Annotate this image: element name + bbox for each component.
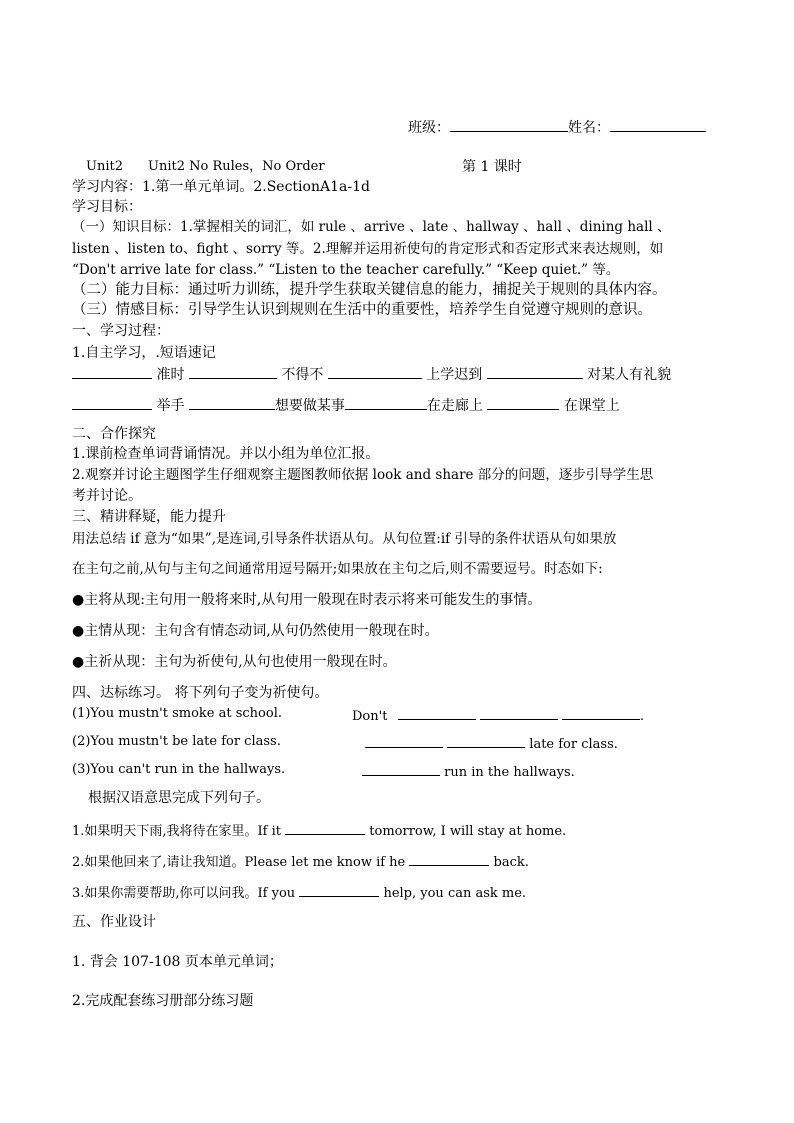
phrase-blank[interactable] bbox=[72, 364, 152, 379]
homework-1: 1. 背会 107-108 页本单元单词； bbox=[72, 954, 283, 970]
phrase-label: 在走廊上 bbox=[426, 398, 483, 414]
exercise-2-question: (2)You mustn't be late for class. bbox=[72, 734, 281, 749]
exercise-2-end: late for class. bbox=[529, 737, 618, 752]
translate-2 bbox=[72, 851, 529, 872]
translate-3-start: 3.如果你需要帮助,你可以问我。If you bbox=[72, 886, 296, 901]
translate-3 bbox=[72, 882, 526, 903]
phrase-blank[interactable] bbox=[487, 395, 559, 410]
class-name-header bbox=[408, 117, 706, 137]
exercise-1-start: Don't bbox=[352, 709, 388, 724]
section-2-heading: 二、合作探究 bbox=[72, 426, 156, 442]
answer-blank[interactable] bbox=[398, 705, 476, 720]
bullet-2: ●主情从现：主句含有情态动词,从句仍然使用一般现在时。 bbox=[72, 623, 439, 639]
learning-content: 学习内容：1.第一单元单词。2.SectionA1a-1d bbox=[72, 179, 370, 195]
translate-2-end: back. bbox=[493, 855, 529, 870]
unit-label: Unit2 bbox=[86, 159, 123, 174]
bullet-3: ●主祈从现：主句为祈使句,从句也使用一般现在时。 bbox=[72, 654, 397, 670]
exercise-3-question: (3)You can't run in the hallways. bbox=[72, 762, 286, 777]
translate-1-start: 1.如果明天下雨,我将待在家里。If it bbox=[72, 824, 281, 839]
translate-1-end: tomorrow, I will stay at home. bbox=[369, 824, 567, 839]
usage-summary-1: 用法总结 if 意为“如果”,是连词,引导条件状语从句。从句位置:if 引导的条件状语从句如果放 bbox=[72, 531, 617, 547]
name-label: 姓名： bbox=[568, 120, 610, 136]
section-3-heading: 三、精讲释疑，能力提升 bbox=[72, 509, 226, 525]
exercise-3-answer bbox=[362, 761, 575, 782]
bullet-1: ●主将从现:主句用一般将来时,从句用一般现在时表示将来可能发生的事情。 bbox=[72, 592, 542, 608]
phrase-blank[interactable] bbox=[345, 395, 427, 410]
phrase-label: 不得不 bbox=[281, 367, 324, 383]
exercise-3-end: run in the hallways. bbox=[444, 765, 575, 780]
translate-2-start: 2.如果他回来了,请让我知道。Please let me know if he bbox=[72, 855, 406, 870]
translate-1 bbox=[72, 820, 566, 841]
unit-title: Unit2 No Rules，No Order bbox=[148, 159, 325, 174]
phrase-row-1 bbox=[72, 364, 671, 384]
phrase-blank[interactable] bbox=[72, 395, 152, 410]
class-blank[interactable] bbox=[450, 117, 568, 132]
answer-blank[interactable] bbox=[365, 733, 443, 748]
phrase-blank[interactable] bbox=[189, 395, 275, 410]
goal-knowledge-3: “Don't arrive late for class.” “Listen to the teacher carefully.” “Keep quiet.” 等。 bbox=[72, 262, 620, 278]
lesson-label: 第 1 课时 bbox=[462, 159, 522, 175]
answer-blank[interactable] bbox=[480, 705, 558, 720]
self-study-heading: 1.自主学习，.短语速记 bbox=[72, 345, 216, 361]
goal-knowledge-2: listen 、listen to、fight 、sorry 等。2.理解并运用祈使句的肯定形式和否定形式来表达规则，如 bbox=[72, 241, 664, 257]
section-1-heading: 一、学习过程： bbox=[72, 323, 170, 339]
section-5-heading: 五、作业设计 bbox=[72, 914, 156, 930]
coop-item-2b: 考并讨论。 bbox=[72, 488, 142, 504]
name-blank[interactable] bbox=[610, 117, 706, 132]
phrase-blank[interactable] bbox=[328, 364, 422, 379]
answer-blank[interactable] bbox=[562, 705, 640, 720]
answer-blank[interactable] bbox=[447, 733, 525, 748]
translate-heading: 根据汉语意思完成下列句子。 bbox=[88, 790, 270, 806]
phrase-blank[interactable] bbox=[189, 364, 277, 379]
exercise-1-answer: Don't . bbox=[352, 705, 644, 726]
phrase-label: 准时 bbox=[156, 367, 185, 383]
answer-blank[interactable] bbox=[362, 761, 440, 776]
answer-blank[interactable] bbox=[285, 820, 365, 835]
class-label: 班级： bbox=[408, 120, 450, 136]
phrase-row-2 bbox=[72, 395, 620, 415]
phrase-blank[interactable] bbox=[487, 364, 583, 379]
phrase-label: 在课堂上 bbox=[563, 398, 620, 414]
goal-ability: （二）能力目标：通过听力训练，提升学生获取关键信息的能力，捕捉关于规则的具体内容。 bbox=[72, 282, 667, 298]
goal-emotion: （三）情感目标：引导学生认识到规则在生活中的重要性，培养学生自觉遵守规则的意识。 bbox=[72, 302, 652, 318]
phrase-label: 举手 bbox=[156, 398, 185, 414]
coop-item-2a: 2.观察并讨论主题图学生仔细观察主题图教师依据 look and share 部分的问题，逐步引导学生思 bbox=[72, 467, 654, 483]
homework-2: 2.完成配套练习册部分练习题 bbox=[72, 993, 254, 1009]
exercise-2-answer bbox=[365, 733, 618, 754]
answer-blank[interactable] bbox=[299, 882, 379, 897]
exercise-1-question: (1)You mustn't smoke at school. bbox=[72, 706, 282, 721]
phrase-label: 对某人有礼貌 bbox=[587, 367, 672, 383]
usage-summary-2: 在主句之前,从句与主句之间通常用逗号隔开;如果放在主句之后,则不需要逗号。时态如下: bbox=[72, 561, 603, 577]
coop-item-1: 1.课前检查单词背诵情况。并以小组为单位汇报。 bbox=[72, 446, 380, 462]
goal-knowledge-1: （一）知识目标：1.掌握相关的词汇，如 rule 、arrive 、late 、hallway 、hall 、dining hall 、 bbox=[72, 219, 671, 235]
translate-3-end: help, you can ask me. bbox=[383, 886, 527, 901]
goals-heading: 学习目标： bbox=[72, 199, 142, 215]
phrase-label: 上学迟到 bbox=[426, 367, 483, 383]
answer-blank[interactable] bbox=[409, 851, 489, 866]
section-4-heading: 四、达标练习。 将下列句子变为祈使句。 bbox=[72, 685, 329, 701]
phrase-label: 想要做某事 bbox=[274, 398, 345, 414]
